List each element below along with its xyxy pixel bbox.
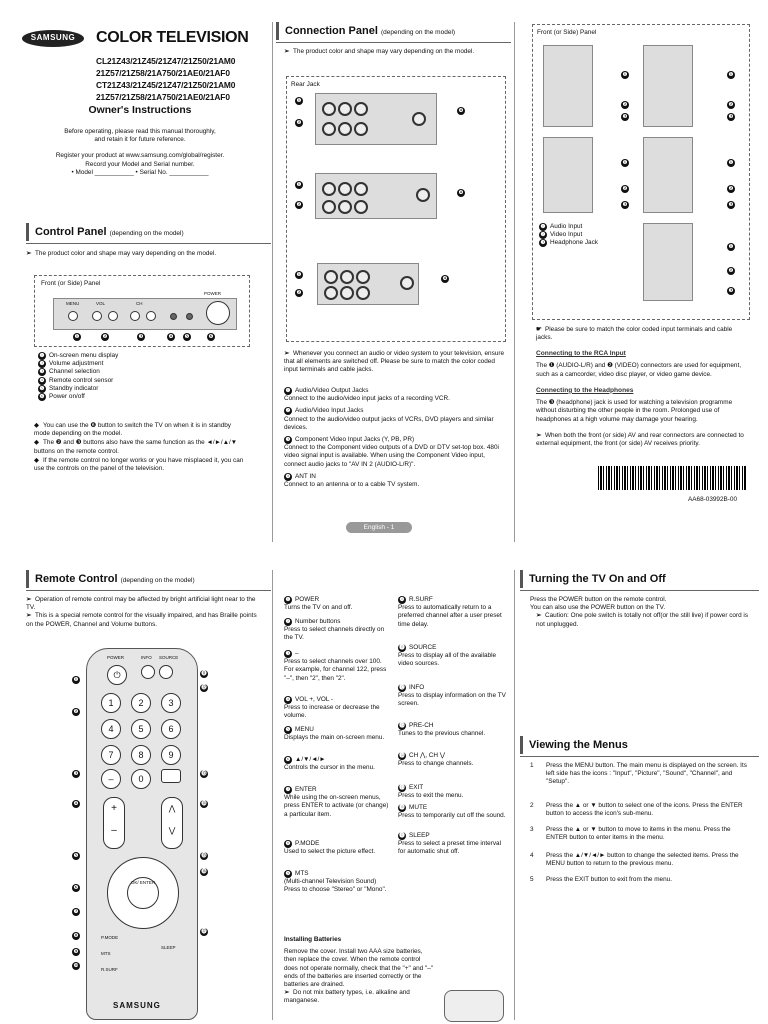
callout-9: ❾ bbox=[73, 949, 79, 955]
key-desc: ❾ MTS (Multi-channel Television Sound) Press to choose "Stereo" or "Mono". bbox=[284, 870, 387, 894]
list-item: ❹ Remote control sensor bbox=[39, 376, 114, 384]
connection-item: ❷ Audio/Video Input Jacks bbox=[285, 407, 364, 415]
key-desc: ⓭ PRE-CH Tunes to the previous channel. bbox=[398, 722, 486, 738]
menus-heading bbox=[520, 736, 759, 754]
key-desc: ❿ R.SURF Press to automatically return to a preferred channel after a user preset time delay. bbox=[398, 596, 502, 628]
control-panel-heading bbox=[26, 223, 271, 241]
callout-3: ❸ bbox=[728, 114, 734, 120]
callout-2: ❷ bbox=[622, 186, 628, 192]
section-title: Viewing the Menus bbox=[529, 739, 628, 751]
key-desc: ❽ P.MODE Used to select the picture effect. bbox=[284, 840, 376, 856]
section-title: Remote Control bbox=[35, 573, 118, 585]
paragraph: The ❶ (AUDIO-L/R) and ❷ (VIDEO) connectors are used for equipment, such as a camcorder, video disc player, or video game device. bbox=[536, 362, 742, 378]
remote-notes bbox=[26, 596, 262, 629]
barcode bbox=[598, 466, 746, 490]
model-list bbox=[96, 55, 235, 103]
remote-brand: SAMSUNG bbox=[113, 1001, 161, 1010]
callout-5: ❺ bbox=[184, 334, 190, 340]
owners-instructions: Owner's Instructions bbox=[88, 105, 192, 116]
key-desc: ❼ ENTER While using the on-screen menus, press ENTER to activate (or change) a particular item. bbox=[284, 786, 389, 818]
callout-2: ❷ bbox=[73, 709, 79, 715]
control-note bbox=[26, 250, 256, 258]
av-note: ➢ When both the front (or side) AV and rear connectors are connected to external equipment, the front (or side) AV receives priority. bbox=[536, 431, 744, 447]
callout-17: ⓱ bbox=[201, 929, 207, 935]
remote-source-key bbox=[159, 665, 173, 679]
key-desc: ❷ Number buttons Press to select channels directly on the TV. bbox=[284, 618, 385, 642]
note-text: The product color and shape may vary depending on the model. bbox=[293, 48, 475, 55]
ch-up-button bbox=[146, 311, 156, 321]
front-panel-d bbox=[643, 137, 693, 213]
callout-15: ⓯ bbox=[201, 853, 207, 859]
callout-3: ❸ bbox=[622, 202, 628, 208]
front-panel-b bbox=[643, 45, 693, 127]
key-desc: ⓰ MUTE Press to temporarily cut off the sound. bbox=[398, 804, 506, 820]
callout-1: ❶ bbox=[73, 677, 79, 683]
key-desc: ⓫ SOURCE Press to display all of the available video sources. bbox=[398, 644, 497, 668]
connection-note bbox=[284, 48, 504, 56]
register-line: Register your product at www.samsung.com/global/register. bbox=[55, 152, 225, 160]
callout-1: ❶ bbox=[728, 72, 734, 78]
section-subtitle: (depending on the model) bbox=[109, 230, 184, 237]
callout-4: ❹ bbox=[442, 276, 448, 282]
note-text: The product color and shape may vary depending on the model. bbox=[35, 250, 217, 257]
section-title: Control Panel bbox=[35, 226, 107, 238]
callout-4: ❹ bbox=[73, 801, 79, 807]
model-line: 21Z57/21Z58/21A750/21AE0/21AF0 bbox=[96, 92, 230, 102]
control-bullets bbox=[34, 422, 248, 474]
front-panel-figure bbox=[34, 275, 250, 347]
note-text: Please be sure to match the color coded input terminals and cable jacks. bbox=[536, 326, 733, 342]
key-desc: ❺ MENU Displays the main on-screen menu. bbox=[284, 726, 385, 742]
remote-power-key: ⏻ bbox=[107, 665, 127, 685]
callout-4: ❹ bbox=[458, 190, 464, 196]
battery-note: ➢ Do not mix battery types, i.e. alkaline and manganese. bbox=[284, 989, 410, 1005]
key-desc: ❹ VOL +, VOL - Press to increase or decrease the volume. bbox=[284, 696, 380, 720]
intro-line: and retain it for future reference. bbox=[94, 136, 186, 144]
model-line: CT21Z43/21Z45/21Z47/21Z50/21AM0 bbox=[96, 80, 236, 90]
callout-2: ❷ bbox=[102, 334, 108, 340]
callout-1: ❶ bbox=[728, 244, 734, 250]
front-rca bbox=[536, 350, 748, 448]
front-panel-a bbox=[543, 45, 593, 127]
callout-1: ❶ bbox=[296, 272, 302, 278]
paragraph: Press the POWER button on the remote control. bbox=[530, 596, 667, 603]
register-line: Record your Model and Serial number. bbox=[85, 160, 195, 168]
item-desc: Connect to the audio/video input jacks of a recording VCR. bbox=[284, 395, 450, 403]
callout-2: ❷ bbox=[296, 120, 302, 126]
key-desc: ❻ ▲/▼/◄/► Controls the cursor in the menu. bbox=[284, 756, 375, 772]
key-desc: ❸ – Press to select channels over 100. For example, for channel 122, press "–", then "2", then "2". bbox=[284, 650, 387, 682]
list-item: ❶ On-screen menu display bbox=[39, 352, 119, 359]
list-item: ❸ Channel selection bbox=[39, 368, 100, 376]
note-item: ➢ This is a special remote control for the visually impaired, and has Braille points on the POWER, Channel and Volume buttons. bbox=[26, 612, 257, 628]
callout-5: ❺ bbox=[73, 853, 79, 859]
list-item: ❶ Audio Input bbox=[540, 223, 583, 230]
front-panel-e bbox=[643, 223, 693, 301]
key-label: SOURCE bbox=[159, 655, 179, 660]
key-desc: ⓬ INFO Press to display information on the TV screen. bbox=[398, 684, 506, 708]
callout-2: ❷ bbox=[296, 290, 302, 296]
item-desc: Connect to the audio/video output jacks of VCRs, DVD players and similar devices. bbox=[284, 415, 494, 431]
power-label: POWER bbox=[204, 291, 222, 296]
key-label: SLEEP bbox=[161, 945, 176, 950]
callout-6: ❻ bbox=[208, 334, 214, 340]
figure-label: Front (or Side) Panel bbox=[41, 280, 101, 287]
column-divider bbox=[272, 570, 273, 1020]
part-code: AA68-03992B-00 bbox=[688, 496, 738, 503]
model-line: 21Z57/21Z58/21A750/21AE0/21AF0 bbox=[96, 68, 230, 78]
front-item-list bbox=[539, 223, 598, 248]
standby-indicator bbox=[186, 313, 193, 320]
section-subtitle: (depending on the model) bbox=[380, 29, 456, 36]
vol-label: VOL bbox=[96, 301, 106, 306]
ch-down-button bbox=[130, 311, 140, 321]
callout-1: ❶ bbox=[74, 334, 80, 340]
rear-jack-figure bbox=[286, 76, 506, 342]
callout-3: ❸ bbox=[728, 288, 734, 294]
step-item: 5 Press the EXIT button to exit from the menu. bbox=[530, 876, 672, 883]
callout-1: ❶ bbox=[622, 72, 628, 78]
rear-panel-c bbox=[317, 263, 419, 305]
paragraph: Remove the cover. Install two AAA size batteries, then replace the cover. When the remote control does not operate normally, check that the "+" and "–" ends of the batteries are inserted correctly or the batteries are drained. bbox=[284, 948, 434, 988]
item-desc: Connect to an antenna or to a cable TV system. bbox=[284, 480, 420, 488]
remote-info-key bbox=[141, 665, 155, 679]
callout-2: ❷ bbox=[296, 202, 302, 208]
callout-3: ❸ bbox=[73, 771, 79, 777]
connection-panel-heading bbox=[276, 22, 511, 40]
bullet-item: ◆ The ❷ and ❸ buttons also have the same function as the ◄/►/▲/▼ buttons on the remote control. bbox=[34, 439, 238, 455]
callout-2: ❷ bbox=[728, 268, 734, 274]
callout-1: ❶ bbox=[296, 182, 302, 188]
list-item: ❺ Standby indicator bbox=[39, 384, 99, 392]
key-label: POWER bbox=[107, 655, 125, 660]
step-item: 4 Press the ▲/▼/◄/► button to change the selected items. Press the MENU button to return to the previous menu. bbox=[530, 852, 739, 868]
document-title: COLOR TELEVISION bbox=[96, 29, 249, 46]
callout-16: ⓰ bbox=[201, 869, 207, 875]
list-item: ❸ Headphone Jack bbox=[540, 239, 598, 247]
figure-label: Front (or Side) Panel bbox=[537, 29, 597, 36]
battery-drawing bbox=[444, 990, 504, 1022]
list-item: ❷ Video Input bbox=[540, 231, 583, 239]
section-subtitle: (depending on the model) bbox=[120, 577, 195, 584]
remote-drawing: POWER INFO SOURCE ⏻ 1 2 3 4 5 6 7 8 9 – 0 + – ⋀ ⋁ OK/ ENTER P.MODE MTS R.SURF SLEEP SAMSUNG bbox=[86, 648, 198, 1020]
callout-13: ⓭ bbox=[201, 771, 207, 777]
callout-4: ❹ bbox=[168, 334, 174, 340]
connection-item: ❸ Component Video Input Jacks (Y, PB, PR) bbox=[285, 435, 415, 443]
power-button bbox=[206, 301, 230, 325]
item-desc: Connect to the Component video outputs of a DVD or DTV set-top box. 480i video signal input is available. When using the Component Video input, connect audio jacks to "AV IN 2 (AUDIO-L/R)". bbox=[284, 444, 499, 468]
callout-7: ❼ bbox=[73, 909, 79, 915]
callout-3: ❸ bbox=[138, 334, 144, 340]
sub-heading: Installing Batteries bbox=[284, 936, 342, 943]
column-divider bbox=[514, 22, 515, 542]
page-number: English - 1 bbox=[346, 522, 412, 533]
callout-2: ❷ bbox=[622, 102, 628, 108]
sub-heading: Connecting to the Headphones bbox=[536, 386, 634, 394]
rear-panel-a bbox=[315, 93, 437, 145]
paragraph: You can also use the POWER button on the TV. bbox=[530, 604, 666, 612]
connection-warning bbox=[284, 350, 504, 375]
callout-3: ❸ bbox=[622, 114, 628, 120]
vol-rocker: + – bbox=[103, 797, 125, 849]
ok-enter-key: OK/ ENTER bbox=[127, 877, 159, 909]
bullet-item: ◆ You can use the ❻ button to switch the TV on when it is in standby mode depending on the model. bbox=[34, 422, 231, 438]
intro-line: Before operating, please read this manual thoroughly, bbox=[64, 128, 216, 135]
step-item: 2 Press the ▲ or ▼ button to select one of the icons. Press the ENTER button to access the icon's sub-menu. bbox=[530, 802, 743, 818]
menu-button bbox=[68, 311, 78, 321]
callout-1: ❶ bbox=[728, 160, 734, 166]
key-label: P.MODE bbox=[101, 935, 119, 940]
remote-heading bbox=[26, 570, 271, 588]
callout-2: ❷ bbox=[728, 186, 734, 192]
callout-6: ❻ bbox=[73, 885, 79, 891]
note-item: ➢ Operation of remote control may be affected by bright artificial light near to the TV. bbox=[26, 596, 256, 612]
list-item: ❷ Volume adjustment bbox=[39, 360, 104, 368]
key-desc: ❶ POWER Turns the TV on and off. bbox=[284, 596, 353, 612]
remote-sensor bbox=[170, 313, 177, 320]
caution-note: ➢ Caution: One pole switch is totally not off(or the still live) if power cord is not unplugged. bbox=[536, 612, 749, 628]
callout-1: ❶ bbox=[622, 160, 628, 166]
bullet-item: ◆ If the remote control no longer works or you have misplaced it, you can use the controls on the panel of the television. bbox=[34, 456, 244, 472]
callout-4: ❹ bbox=[458, 108, 464, 114]
turn-on-heading bbox=[520, 570, 759, 588]
connection-items bbox=[284, 387, 504, 489]
vol-down-button bbox=[92, 311, 102, 321]
list-item: ❻ Power on/off bbox=[39, 392, 85, 400]
column-divider bbox=[514, 570, 515, 1020]
front-panel-c bbox=[543, 137, 593, 213]
arrow-icon: ➢ bbox=[284, 48, 290, 55]
column-divider bbox=[272, 22, 273, 542]
key-desc: ⓯ EXIT Press to exit the menu. bbox=[398, 784, 464, 800]
key-label: MTS bbox=[101, 951, 111, 956]
sub-heading: Connecting to the RCA Input bbox=[536, 350, 626, 357]
callout-11: ⓫ bbox=[201, 671, 207, 677]
callout-1: ❶ bbox=[296, 98, 302, 104]
tv-panel-drawing bbox=[53, 291, 237, 330]
hand-icon: ☛ bbox=[536, 326, 542, 333]
arrow-icon: ➢ bbox=[284, 350, 290, 357]
front-jack-figure bbox=[532, 24, 750, 320]
menu-label: MENU bbox=[66, 301, 80, 306]
callout-12: ⓬ bbox=[201, 685, 207, 691]
turn-on-text bbox=[530, 596, 750, 629]
key-label: INFO bbox=[141, 655, 152, 660]
callout-2: ❷ bbox=[728, 102, 734, 108]
callout-8: ❽ bbox=[73, 933, 79, 939]
rear-panel-b bbox=[315, 173, 437, 219]
note-text: Whenever you connect an audio or video system to your television, ensure that all elements are switched off. Please be sure to match the color coded input terminals and cable jacks. bbox=[284, 350, 505, 374]
control-item-list bbox=[38, 352, 118, 401]
key-desc: ⓮ CH ⋀, CH ⋁ Press to change channels. bbox=[398, 752, 474, 768]
front-note bbox=[536, 326, 748, 342]
vol-up-button bbox=[108, 311, 118, 321]
key-label: R.SURF bbox=[101, 967, 118, 972]
arrow-icon: ➢ bbox=[536, 431, 542, 439]
section-title: Turning the TV On and Off bbox=[529, 573, 666, 585]
samsung-logo: SAMSUNG bbox=[22, 30, 84, 47]
section-title: Connection Panel bbox=[285, 25, 378, 37]
arrow-icon: ➢ bbox=[26, 250, 32, 257]
callout-14: ⓮ bbox=[201, 801, 207, 807]
callout-3: ❸ bbox=[728, 202, 734, 208]
figure-label: Rear Jack bbox=[291, 81, 320, 88]
connection-item: ❹ ANT IN bbox=[285, 472, 316, 480]
ch-rocker: ⋀ ⋁ bbox=[161, 797, 183, 849]
intro-text bbox=[20, 128, 260, 177]
paragraph: The ❸ (headphone) jack is used for watching a television programme without disturbing the other people in the room. Prolonged use of headphones at a high volume may damage your hearing. bbox=[536, 399, 733, 423]
step-item: 3 Press the ▲ or ▼ button to move to items in the menu. Press the ENTER button to enter items in the menu. bbox=[530, 826, 731, 842]
key-desc: ⓱ SLEEP Press to select a preset time interval for automatic shut off. bbox=[398, 832, 502, 856]
model-line: CL21Z43/21Z45/21Z47/21Z50/21AM0 bbox=[96, 56, 236, 66]
ch-label: CH bbox=[136, 301, 143, 306]
callout-10: ❿ bbox=[73, 963, 79, 969]
batteries-section bbox=[284, 936, 508, 1006]
connection-item: ❶ Audio/Video Output Jacks bbox=[285, 387, 369, 394]
serial-line: • Model ___________ • Serial No. ___________ bbox=[71, 168, 209, 176]
step-item: 1 Press the MENU button. The main menu is displayed on the screen. Its left side has the icons : "Input", "Picture", "Sound", "Channel", and "Setup". bbox=[530, 762, 747, 786]
